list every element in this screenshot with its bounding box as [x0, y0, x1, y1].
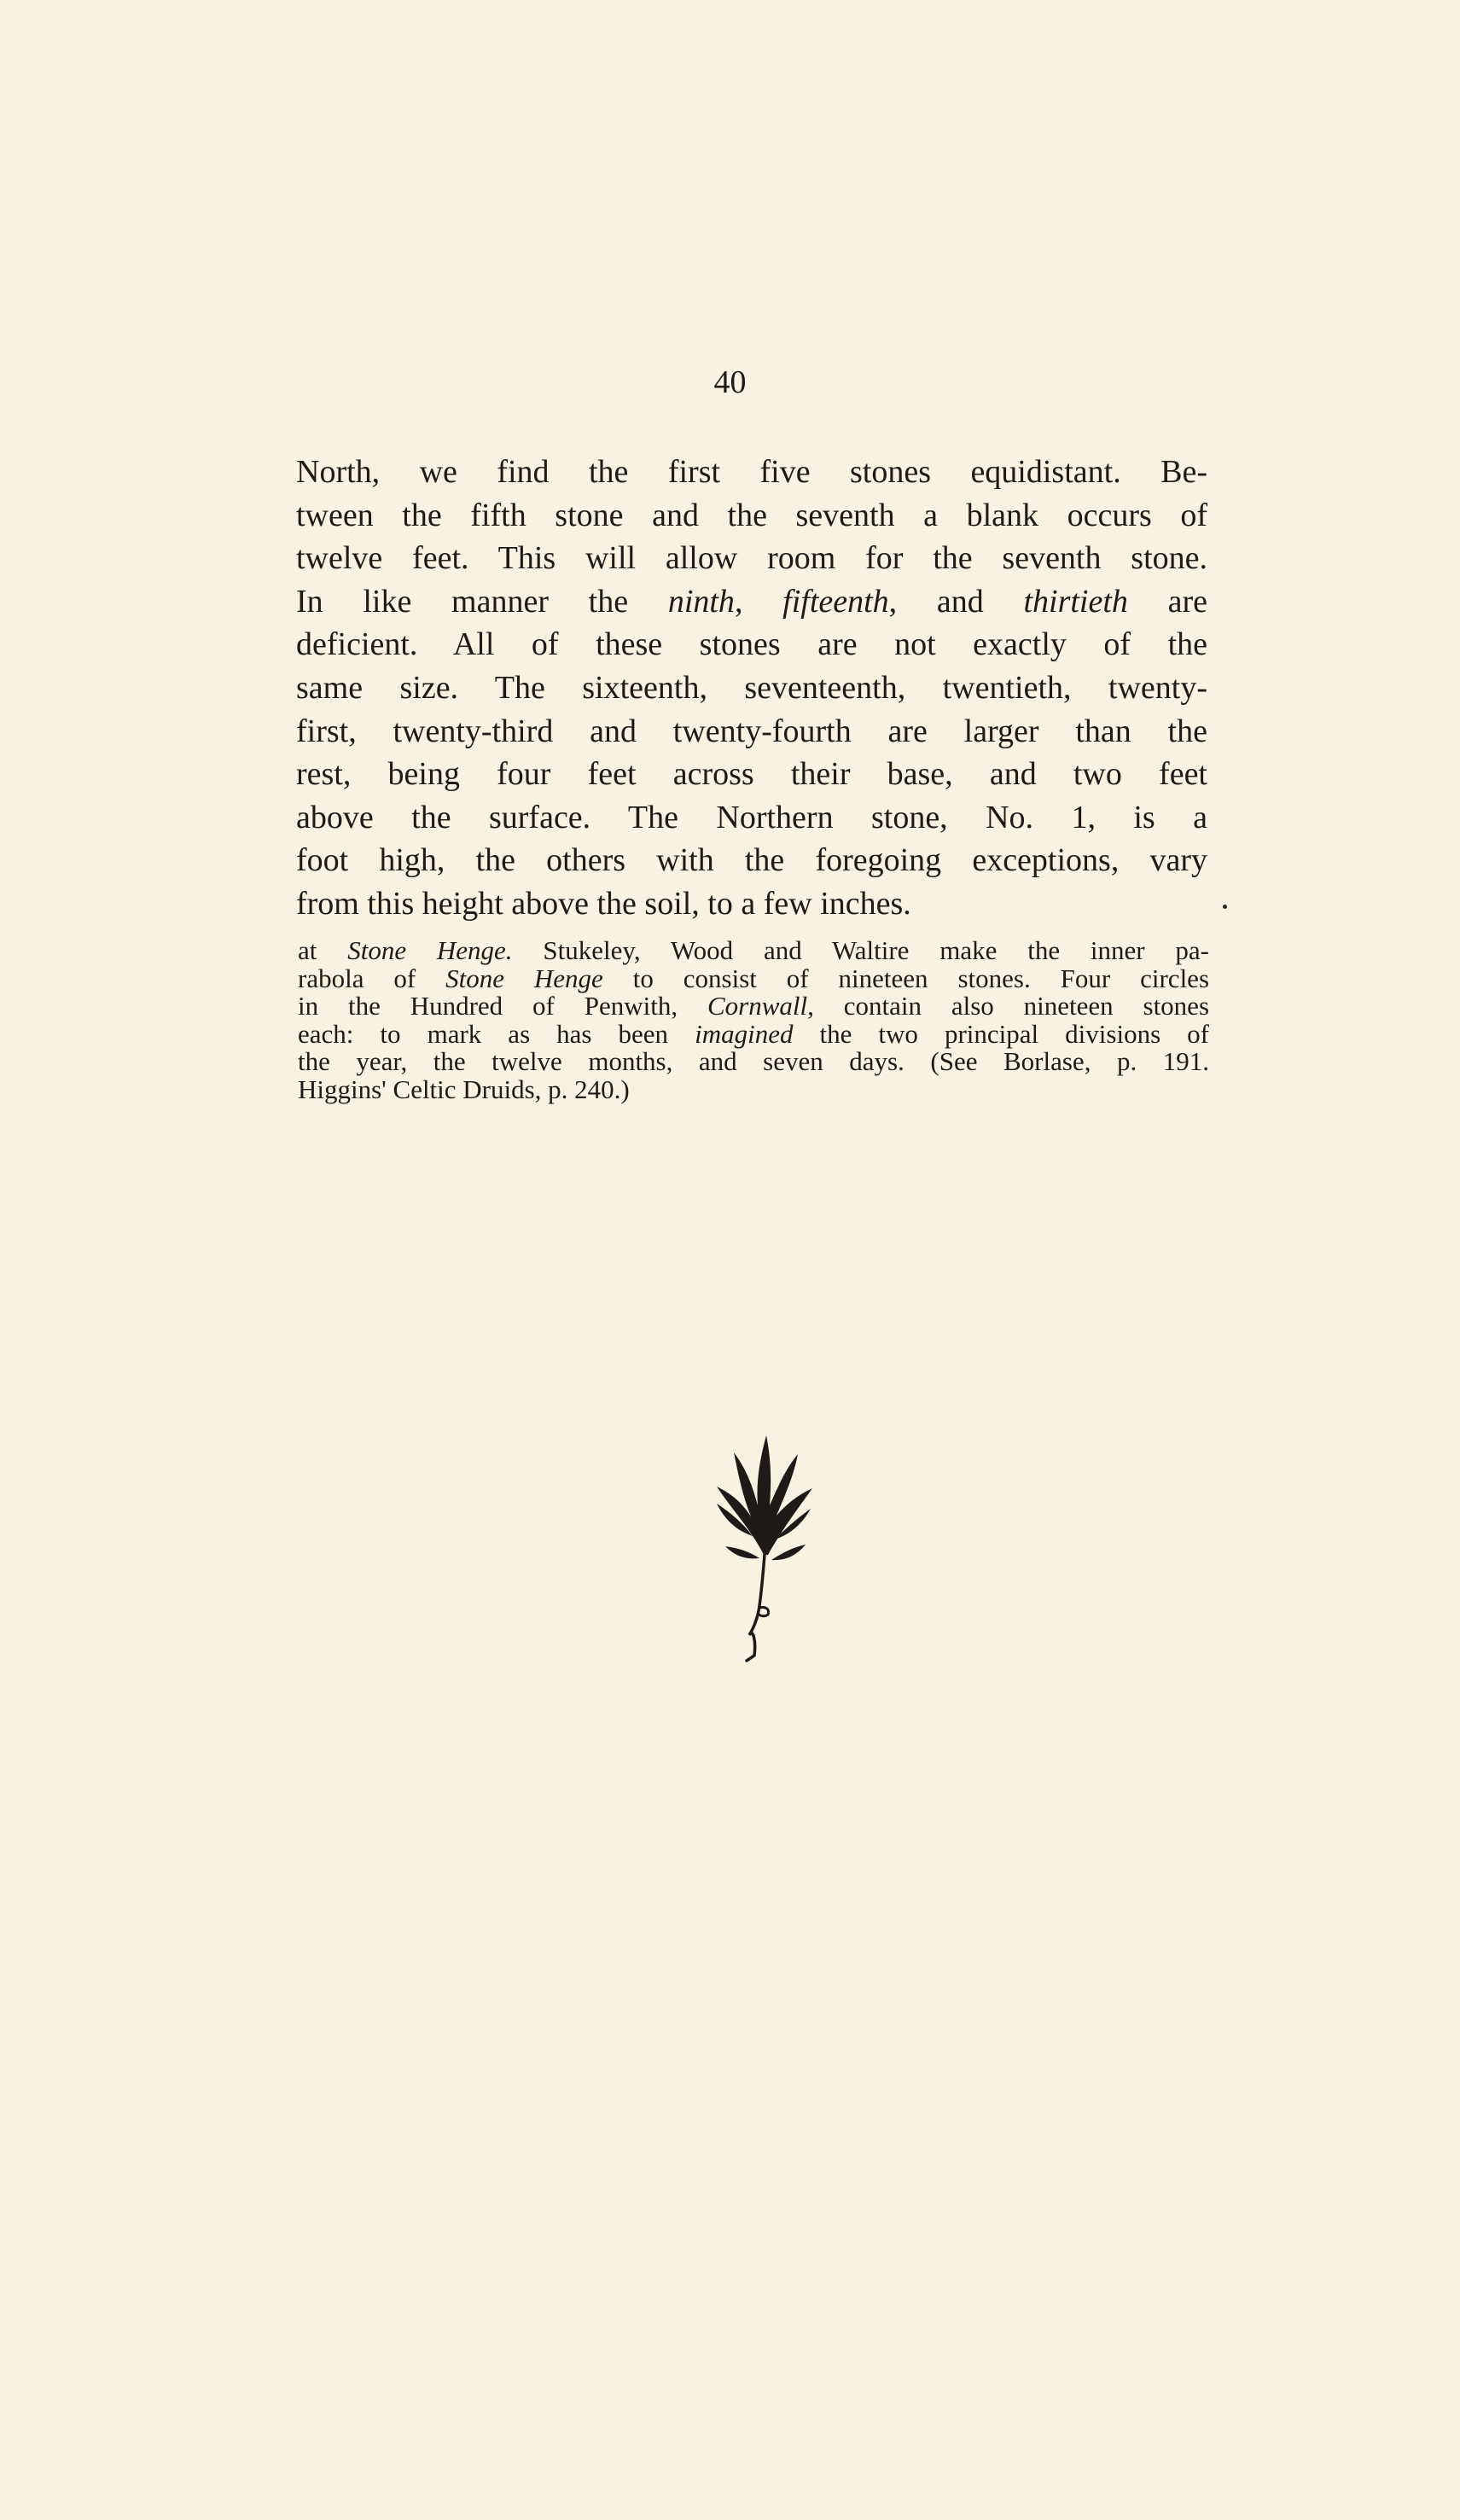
body-text: rest, being four feet across their base, and two feet [296, 756, 1207, 793]
body-line [296, 666, 1207, 710]
footnote-text: at [298, 935, 348, 965]
footnote-text: each: to mark as has been [298, 1018, 695, 1049]
body-line [296, 494, 1207, 538]
footnote-line [298, 965, 1209, 993]
footnote-line [298, 1018, 1209, 1049]
footnote [298, 937, 1209, 1104]
stray-mark [1223, 905, 1227, 909]
body-line [296, 839, 1207, 882]
body-text: first, twenty-third and twenty-fourth are larger than the [296, 713, 1207, 749]
body-text: above the surface. The Northern stone, No. 1, is a [296, 799, 1207, 835]
body-text: same size. The sixteenth, seventeenth, twentieth, twenty- [296, 669, 1207, 706]
body-italic-text: thirtieth [1023, 583, 1128, 620]
body-text: North, we find the first five stones equidistant. Be- [296, 454, 1207, 490]
body-text: foot high, the others with the foregoing exceptions, vary [296, 842, 1207, 879]
footnote-italic-text: Stone Henge. [347, 935, 513, 965]
leaf-sprig-icon [700, 1427, 828, 1662]
footnote-italic-text: imagined [695, 1018, 794, 1049]
body-italic-text: ninth [667, 583, 735, 620]
body-line [296, 710, 1207, 754]
footnote-line [298, 992, 1209, 1021]
page-number: 40 [713, 364, 747, 400]
body-text: In like manner the [296, 583, 668, 620]
footnote-italic-text: Cornwall, [707, 991, 814, 1021]
body-text: are [1127, 583, 1207, 620]
body-line [296, 623, 1207, 666]
footnote-line [298, 937, 1209, 965]
body-line [296, 537, 1207, 580]
body-line [296, 753, 1207, 796]
body-text: deficient. All of these stones are not exactly of the [296, 626, 1207, 663]
footnote-line [298, 1076, 1209, 1104]
footnote-text: rabola of [298, 963, 446, 993]
footnote-text: the two principal divisions of [793, 1018, 1209, 1049]
body-text [296, 451, 1207, 926]
footnote-line [298, 1048, 1209, 1076]
body-line [296, 451, 1207, 494]
footnote-text: Stukeley, Wood and Waltire make the inner pa- [512, 935, 1210, 965]
footnote-text: to consist of nineteen stones. Four circles [602, 963, 1210, 993]
body-text: , [734, 583, 783, 620]
body-text: from this height above the soil, to a few inches. [296, 885, 911, 922]
body-line [296, 796, 1207, 840]
body-text: , and [888, 583, 1024, 620]
body-italic-text: fifteenth [782, 583, 889, 620]
footnote-text: Higgins' Celtic Druids, p. 240.) [298, 1074, 630, 1104]
footnote-text: in the Hundred of Penwith, [298, 991, 707, 1021]
body-line [296, 580, 1207, 624]
footnote-text: the year, the twelve months, and seven days. (See Borlase, p. 191. [298, 1046, 1209, 1077]
footnote-text: contain also nineteen stones [813, 991, 1210, 1021]
footnote-italic-text: Stone Henge [445, 963, 603, 993]
body-text: tween the fifth stone and the seventh a blank occurs of [296, 497, 1207, 533]
body-line [296, 882, 1207, 926]
body-text: twelve feet. This will allow room for the seventh stone. [296, 540, 1207, 577]
